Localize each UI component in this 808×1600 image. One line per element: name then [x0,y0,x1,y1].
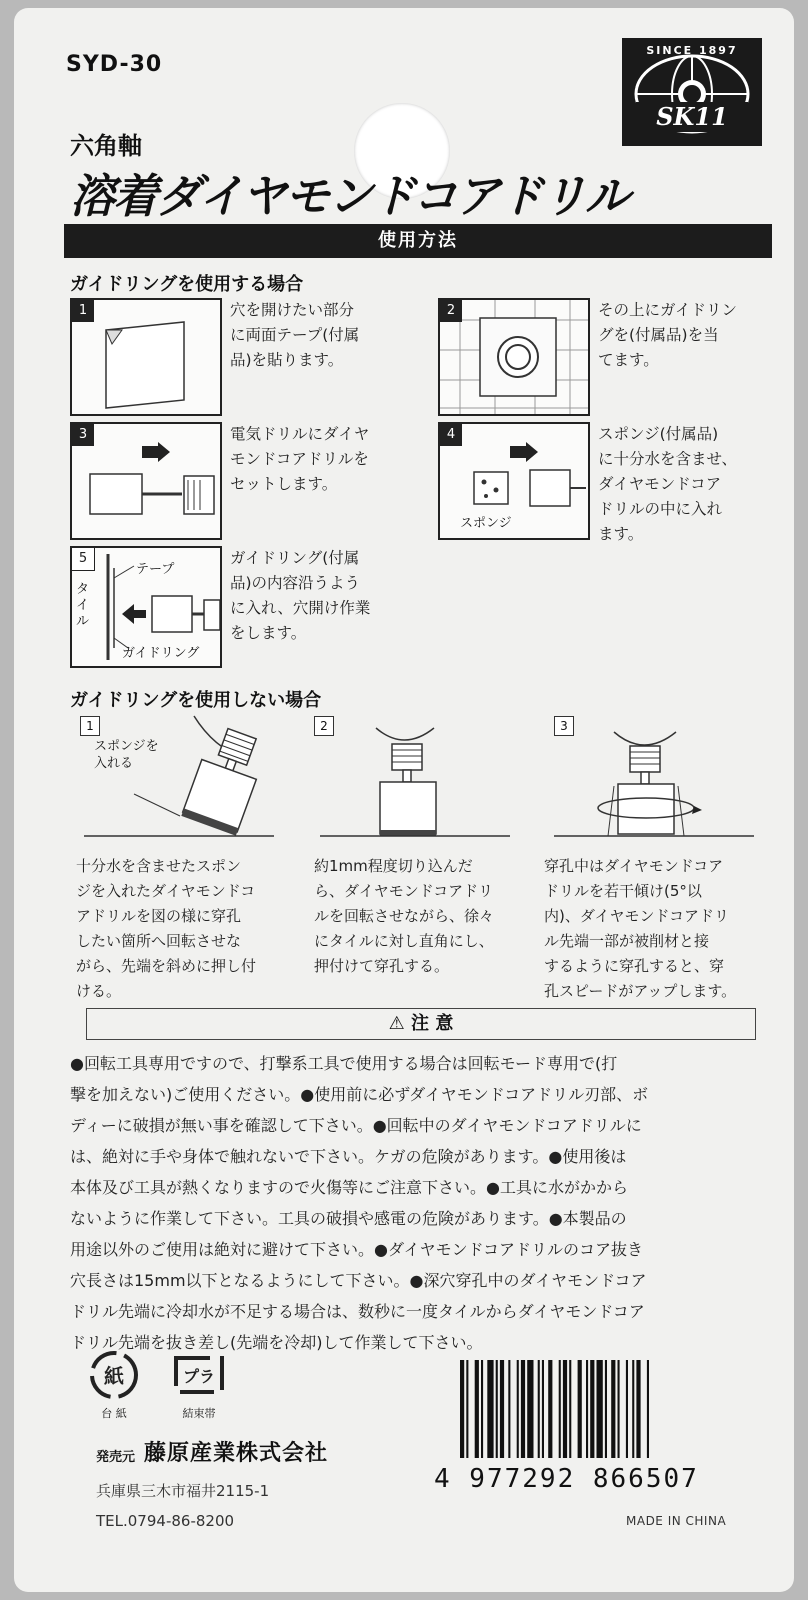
barcode-bar [538,1360,540,1458]
seller-label: 発売元 [96,1450,136,1465]
step-4-figure [438,422,590,540]
barcode-bar [521,1360,525,1458]
caution-line: 用途以外のご使用は絶対に避けて下さい。●ダイヤモンドコアドリルのコア抜き [70,1240,644,1259]
tilted-drill-rotate-icon [544,708,764,848]
drill-attach-icon [72,424,220,538]
tile-label: タイル [76,582,90,629]
with-guide-heading: ガイドリングを使用する場合 [70,274,304,295]
sponge-label: スポンジ [460,516,512,531]
barcode-bar [647,1360,649,1458]
barcode-bar [569,1360,571,1458]
barcode-bar [563,1360,567,1458]
barcode-bar [559,1360,561,1458]
step-1-figure [70,298,222,416]
paper-recycle-mark [84,1348,144,1421]
upright-drill-icon [314,708,514,848]
guide-ring-label: ガイドリング [122,646,200,661]
caution-line: ないように作業して下さい。工具の破損や感電の危険があります。●本製品の [70,1209,627,1228]
product-card [14,8,794,1592]
plastic-recycle-icon [164,1348,234,1402]
caution-line: ドリル先端に冷却水が不足する場合は、数秒に一度タイルからダイヤモンドコア [70,1302,645,1321]
barcode-number: 4 977292 866507 [434,1464,699,1494]
svg-text:プラ: プラ [182,1367,216,1386]
barcode-bar [586,1360,588,1458]
paper-recycle-icon [84,1348,144,1402]
lower-step-2-text: 約1mm程度切り込んだ ら、ダイヤモンドコアドリ ルを回転させながら、徐々 にタイルに対し直角にし、 押付けて穿孔する。 [314,857,495,975]
brand-logo [622,38,762,146]
step-number: 4 [440,424,462,446]
barcode-bar [527,1360,533,1458]
barcode-bar [618,1360,620,1458]
barcode-bar [626,1360,628,1458]
barcode-bar [548,1360,552,1458]
barcode-bar [496,1360,498,1458]
step-number: 1 [72,300,94,322]
step-2-figure [438,298,590,416]
step-5-figure [70,546,222,668]
step-number: 2 [440,300,462,322]
product-subtitle: 六角軸 [70,132,142,160]
model-number: SYD-30 [66,52,163,77]
seller-tel: TEL.0794-86-8200 [96,1512,235,1530]
logo-brand: SK11 [656,102,728,131]
caution-line: ディーに破損が無い事を確認して下さい。●回転中のダイヤモンドコアドリルに [70,1116,642,1135]
barcode-bar [578,1360,582,1458]
logo-since: SINCE 1897 [646,44,738,57]
step-5-text: ガイドリング(付属 品)の内容沿うよう に入れ、穴開け作業 をします。 [230,549,371,642]
barcode [454,1360,760,1472]
lower-step-number: 2 [314,716,334,736]
barcode-bar [542,1360,544,1458]
caution-line: 穴長さは15mm以下となるようにして下さい。●深穴穿孔中のダイヤモンドコア [70,1271,647,1290]
caution-body [70,1048,776,1358]
barcode-bar [636,1360,640,1458]
lower-step-3-text: 穿孔中はダイヤモンドコア ドリルを若干傾け(5°以 内)、ダイヤモンドコアドリ ル先端一部が被削材と接 するように穿孔すると、穿 孔スピードがアップします。 [544,857,737,1000]
barcode-bar [460,1360,464,1458]
barcode-bar [517,1360,519,1458]
made-in-label: MADE IN CHINA [626,1514,727,1528]
caution-line: 撃を加えない)ご使用ください。●使用前に必ずダイヤモンドコアドリル刃部、ボ [70,1085,649,1104]
paper-recycle-caption: 台 紙 [101,1407,127,1420]
step-number: 3 [72,424,94,446]
barcode-bar [500,1360,504,1458]
step-3-text: 電気ドリルにダイヤ モンドコアドリルを セットします。 [230,425,370,493]
tape-label: テープ [136,562,175,577]
tape-sheet-icon [72,300,220,414]
lower-step-number: 3 [554,716,574,736]
barcode-bar [481,1360,483,1458]
barcode-bar [508,1360,510,1458]
lower-step-number: 1 [80,716,100,736]
plastic-recycle-mark [164,1348,234,1421]
step-3-figure [70,422,222,540]
plastic-recycle-caption: 結束帯 [182,1407,216,1420]
without-guide-heading: ガイドリングを使用しない場合 [70,690,322,711]
caution-line: ●回転工具専用ですので、打撃系工具で使用する場合は回転モード専用で(打 [70,1054,618,1073]
product-title: 溶着ダイヤモンドコアドリル [70,169,628,223]
step-1-text: 穴を開けたい部分 に両面テープ(付属 品)を貼ります。 [230,301,360,369]
barcode-bar [611,1360,615,1458]
caution-line: 本体及び工具が熱くなりますので火傷等にご注意下さい。●工具に水がかから [70,1178,628,1197]
angled-drill-icon [84,708,284,848]
seller-address: 兵庫県三木市福井2115-1 [96,1482,270,1500]
barcode-bar [597,1360,603,1458]
barcode-bar [487,1360,493,1458]
step-2-text: その上にガイドリン グを(付属品)を当 てます。 [598,301,738,369]
caution-line: ドリル先端を抜き差し(先端を冷却)して作業して下さい。 [70,1333,483,1352]
barcode-bar [590,1360,594,1458]
seller-name: 藤原産業株式会社 [144,1441,329,1466]
barcode-bar [605,1360,607,1458]
caution-heading: ⚠ 注 意 [86,1008,756,1040]
usage-bar: 使用方法 [64,224,772,258]
step-number: 5 [72,548,95,571]
svg-text:紙: 紙 [104,1364,124,1388]
barcode-bar [475,1360,479,1458]
caution-line: は、絶対に手や身体で触れないで下さい。ケガの危険があります。●使用後は [70,1147,627,1166]
barcode-bar [632,1360,634,1458]
guide-ring-tile-icon [440,300,588,414]
step-4-text: スポンジ(付属品) に十分水を含ませ、 ダイヤモンドコア ドリルの中に入れ ます。 [598,425,738,543]
barcode-bar [466,1360,468,1458]
lower-step-1-text: 十分水を含ませたスポン ジを入れたダイヤモンドコ アドリルを図の様に穿孔 したい箇所へ回転させな がら、先端を斜めに押し付 ける。 [76,857,257,1000]
insert-sponge-label: スポンジを 入れる [94,739,159,771]
